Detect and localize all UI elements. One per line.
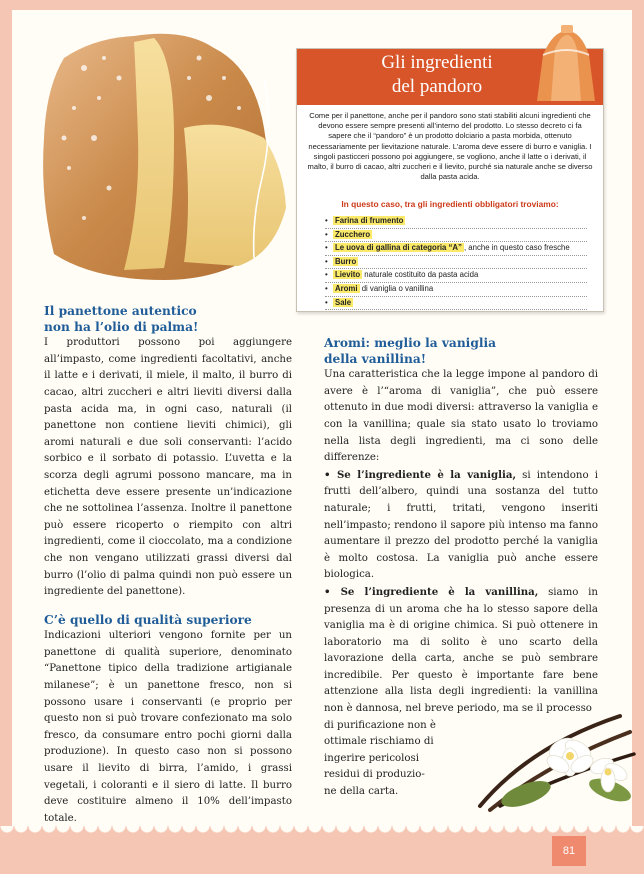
right-bullet-vanillina xyxy=(324,584,598,718)
pandoro-photo xyxy=(24,18,304,290)
left-heading-1-line1: Il panettone autentico xyxy=(44,304,197,318)
bullet: • xyxy=(325,216,328,225)
ingredient-name: Burro xyxy=(335,256,357,266)
bullet-lead-vaniglia: • Se l’ingrediente è la vaniglia, xyxy=(324,468,517,481)
tail-line: ingerire pericolosi xyxy=(324,752,420,764)
list-item xyxy=(325,229,587,243)
left-paragraph-2: Indicazioni ulteriori vengono fornite per un panettone di qualità superiore, denominato “Panettone tipico della tradizione artigianale milanese”; è un panettone fresco, non si possono usare i conservanti (e proprio per questo non si può trovare confezionato ma solo fresco, da consumare entro pochi giorni dalla produzione). In questo caso non si possono usare il lievito di birra, l’amido, i grassi vegetali, i coloranti e il siero di latte. Il burro deve costituire almeno il 10% dell’impasto totale. xyxy=(44,630,292,824)
list-item xyxy=(325,256,587,270)
right-paragraph-1: Una caratteristica che la legge impone al pandoro di avere è l’“aroma di vaniglia”, che può essere ottenuto in due modi diversi: attraverso la vaniglia e con la vanillina; quale sia stato usato lo troviamo nella lista degli ingredienti, ma ci sono delle differenze: xyxy=(324,369,598,464)
pandoro-icon xyxy=(523,25,605,105)
tail-line: residui di produzio- xyxy=(324,769,425,781)
list-item xyxy=(325,242,587,256)
ingredient-note: , anche in questo caso fresche xyxy=(463,243,570,253)
left-heading-1-line2: non ha l’olio di palma! xyxy=(44,319,199,334)
bullet: • xyxy=(325,229,328,239)
ingredient-name: Sale xyxy=(335,297,352,307)
box-title-line2: del pandoro xyxy=(391,76,483,97)
ingredient-name: Farina di frumento xyxy=(335,216,404,225)
left-column xyxy=(44,304,292,827)
ingredient-name: Lievito xyxy=(335,270,361,280)
bullet: • xyxy=(325,297,328,307)
vanilla-illustration xyxy=(470,706,638,816)
ingredients-list xyxy=(325,215,587,310)
tail-line: di purificazione non è xyxy=(324,719,436,731)
right-bullet-vaniglia xyxy=(324,467,598,584)
ingredient-name: Zucchero xyxy=(335,229,371,239)
left-paragraph-1: I produttori possono poi aggiungere all’impasto, come ingredienti facoltativi, anche il latte e i derivati, il miele, il malto, il burro di cacao, altri zuccheri e altri lieviti diversi dalla pasta acida ma, in ogni caso, naturali (il panettone non contiene lieviti chimici), gli aromi naturali e due soli conservanti: l’acido sorbico e il sorbato di potassio. L’uvetta e la scorza degli agrumi possono mancare, ma in etichetta deve essere presente un’indicazione che ne sottolinea l’assenza. Inoltre il panettone può essere ricoperto o riempito con altri ingredienti, come il cioccolato, ma a condizione che non vengano utilizzati grassi diversi dal burro (l’olio di palma quindi non può essere un ingrediente del panettone). xyxy=(44,337,292,598)
bullet-lead-vanillina: • Se l’ingrediente è la vanillina, xyxy=(324,585,539,598)
list-item xyxy=(325,297,587,311)
lace-border xyxy=(0,826,644,840)
bullet: • xyxy=(325,270,328,280)
ingredient-name: Le uova di gallina di categoria “A” xyxy=(335,243,462,253)
ingredient-note: di vaniglia o vanillina xyxy=(359,283,434,293)
bullet-text-vanillina: siamo in presenza di un aroma che ha lo stesso sapore della vaniglia ma è di origine chimica. Si può ottenere in laboratorio ma di solito è uno scarto della lavorazione della carta, anche se può sembrare incredibile. Per questo è importante fare bene attenzione alla lista degli ingredienti: la vanillina non è dannosa, nel breve periodo, ma se il processo xyxy=(324,586,598,715)
box-title xyxy=(337,51,537,103)
box-title-line1: Gli ingredienti xyxy=(381,52,493,73)
ingredient-name: Aromi xyxy=(335,283,358,293)
right-heading-line2: della vanillina! xyxy=(324,351,427,366)
tail-line: ne della carta. xyxy=(324,786,399,798)
left-heading-1 xyxy=(44,304,292,335)
tail-line: ottimale rischiamo di xyxy=(324,736,434,748)
page-number: 81 xyxy=(552,836,586,866)
list-item xyxy=(325,283,587,297)
right-tail-text xyxy=(324,718,460,801)
box-intro-text: Come per il panettone, anche per il pandoro sono stati stabiliti alcuni ingredienti che devono essere sempre presenti all’interno del prodotto. Lo stesso decreto ci fa sapere che il “pandoro” è un prodotto dolciario a pasta morbida, ottenuto necessariamente per lievitazione naturale. L’aroma deve essere di burro e vaniglia. I singoli pasticceri possono poi aggiungere, se vogliono, anche il latte o i derivati, il malto, il burro di cacao, altri zuccheri e il lievito, purché sia naturale anche se diverso dalla pasta acida. xyxy=(307,111,593,182)
bullet-text-vaniglia: si intendono i frutti dell’albero, quindi una sostanza del tutto naturale; i frutti, tritati, vengono inseriti nell’impasto; rendono il sapore più intenso ma fanno aumentare il prezzo del prodotto perché la vaniglia è molto costosa. La vaniglia può anche essere biologica. xyxy=(324,469,598,581)
pandoro-illustration xyxy=(24,18,304,290)
bullet: • xyxy=(325,243,328,253)
bullet: • xyxy=(325,256,328,266)
vanilla-photo xyxy=(470,706,638,816)
ingredients-box xyxy=(296,48,604,312)
bullet: • xyxy=(325,283,328,293)
right-heading xyxy=(324,336,598,367)
right-heading-line1: Aromi: meglio la vaniglia xyxy=(324,336,496,350)
list-item xyxy=(325,215,587,229)
ingredient-note: naturale costituito da pasta acida xyxy=(362,270,479,280)
left-heading-2: C’è quello di qualità superiore xyxy=(44,612,252,627)
box-subtitle: In questo caso, tra gli ingredienti obbligatori troviamo: xyxy=(341,199,559,209)
list-item xyxy=(325,269,587,283)
